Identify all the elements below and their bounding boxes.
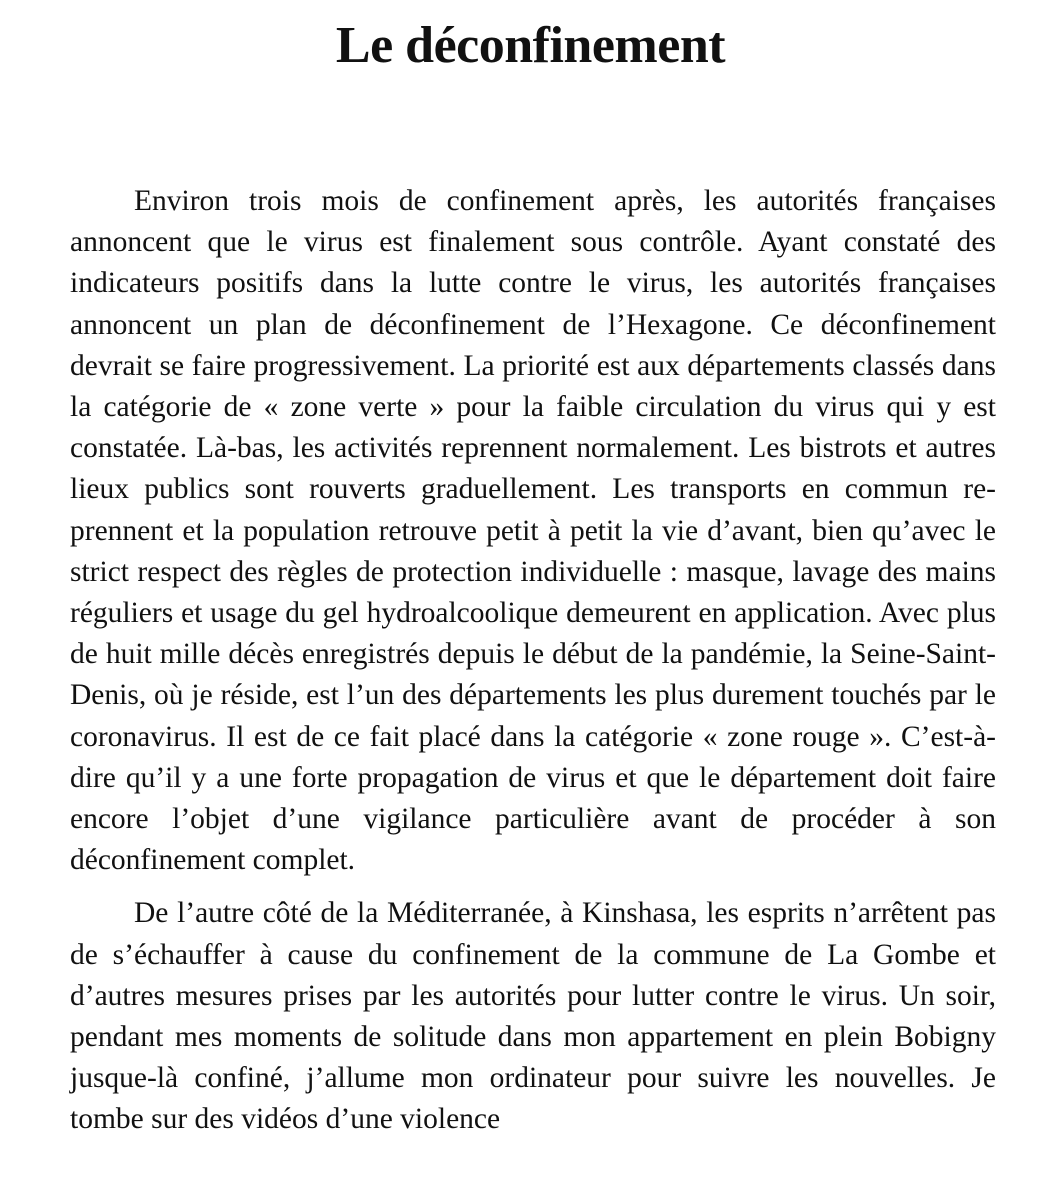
paragraph-1: Environ trois mois de confinement après, les autorités françaises annoncent que le virus est finalement sous contrôle. Ayant constaté des indicateurs positifs dans la lutte contre le virus, les autorités françaises annoncent un plan de déconfinement de l’Hexagone. Ce déconfinement devrait se faire progressivement. La priorité est aux départements classés dans la catégorie de « zone verte » pour la faible circulation du virus qui y est constatée. Là-bas, les activités reprennent normalement. Les bistrots et autres lieux publics sont rouverts graduellement. Les transports en commun reprennent et la population retrouve petit à petit la vie d’avant, bien qu’avec le strict respect des règles de protection individuelle : masque, lavage des mains réguliers et usage du gel hydroalcoolique demeurent en application. Avec plus de huit mille décès enregistrés depuis le début de la pandémie, la Seine-Saint-Denis, où je réside, est l’un des départements les plus durement touchés par le coronavirus. Il est de ce fait placé dans la catégorie « zone rouge ». C’est-à-dire qu’il y a une forte propagation de virus et que le département doit faire encore l’objet d’une vigilance particulière avant de procéder à son déconfinement complet. xyxy=(70,185,996,877)
paragraph-2: De l’autre côté de la Méditerranée, à Kinshasa, les esprits n’arrêtent pas de s’échauffer à cause du confinement de la commune de La Gombe et d’autres mesures prises par les autorités pour lutter contre le virus. Un soir, pendant mes moments de solitude dans mon appartement en plein Bobigny jusque-là confiné, j’allume mon ordinateur pour suivre les nouvelles. Je tombe sur des vidéos d’une violence xyxy=(70,897,996,1136)
chapter-title: Le déconfinement xyxy=(335,17,726,74)
chapter-body xyxy=(70,181,996,1141)
